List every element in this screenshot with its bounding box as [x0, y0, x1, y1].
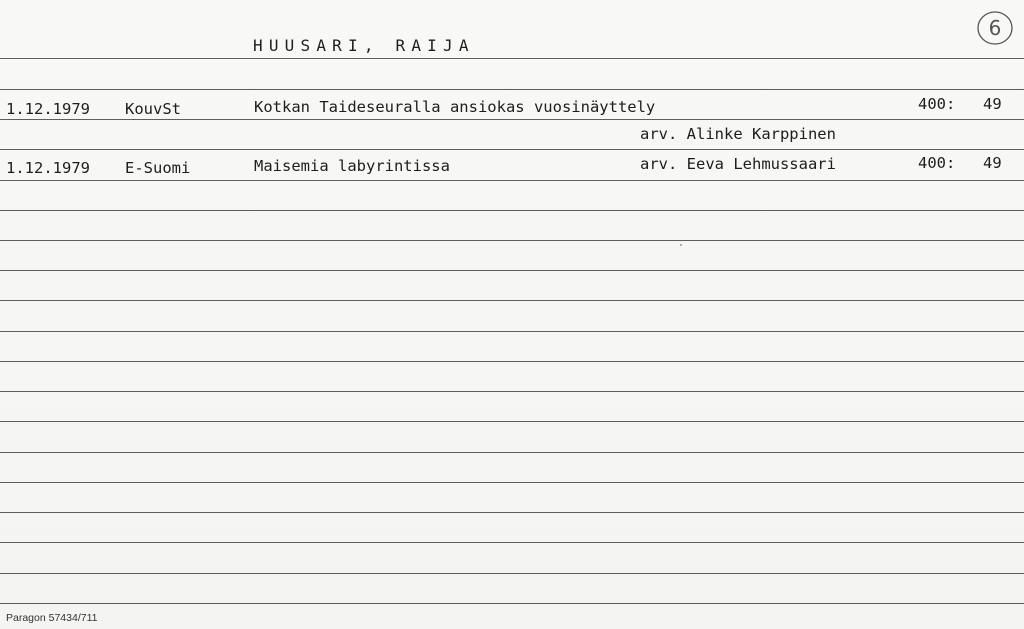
entry-reviewer: arv. Alinke Karppinen — [640, 125, 836, 143]
entry-date: 1.12.1979 — [6, 159, 90, 177]
entry-classification: 400: — [918, 95, 956, 113]
entry-reviewer: arv. Eeva Lehmussaari — [640, 155, 836, 173]
entry-date: 1.12.1979 — [6, 100, 90, 118]
ruled-line — [0, 180, 1024, 181]
printer-mark: Paragon 57434/711 — [6, 612, 98, 624]
ruled-line — [0, 573, 1024, 574]
card-title: HUUSARI, RAIJA — [253, 36, 475, 55]
entry-number: 49 — [983, 95, 1002, 113]
ruled-line — [0, 391, 1024, 392]
entry-title: Kotkan Taideseuralla ansiokas vuosinäyttely — [254, 98, 656, 116]
ruled-line — [0, 482, 1024, 483]
entry-number: 49 — [983, 154, 1002, 172]
sheet-number-circle — [975, 8, 1015, 48]
entry-title: Maisemia labyrintissa — [254, 157, 450, 175]
ruled-line — [0, 331, 1024, 332]
ruled-line — [0, 240, 1024, 241]
ruled-line — [0, 452, 1024, 453]
sheet-number: 6 — [988, 16, 1002, 40]
ruled-line — [0, 512, 1024, 513]
ruled-line — [0, 119, 1024, 120]
ruled-line — [0, 361, 1024, 362]
entry-source: E-Suomi — [125, 159, 191, 177]
ruled-line — [0, 603, 1024, 604]
entry-classification: 400: — [918, 154, 956, 172]
ruled-line — [0, 270, 1024, 271]
ruled-line — [0, 210, 1024, 211]
ruled-line — [0, 300, 1024, 301]
ruled-line — [0, 89, 1024, 90]
ruled-line — [0, 421, 1024, 422]
ruled-line — [0, 149, 1024, 150]
entry-source: KouvSt — [125, 100, 181, 118]
paper-speck — [680, 244, 682, 246]
ruled-line — [0, 542, 1024, 543]
ruled-line — [0, 58, 1024, 59]
